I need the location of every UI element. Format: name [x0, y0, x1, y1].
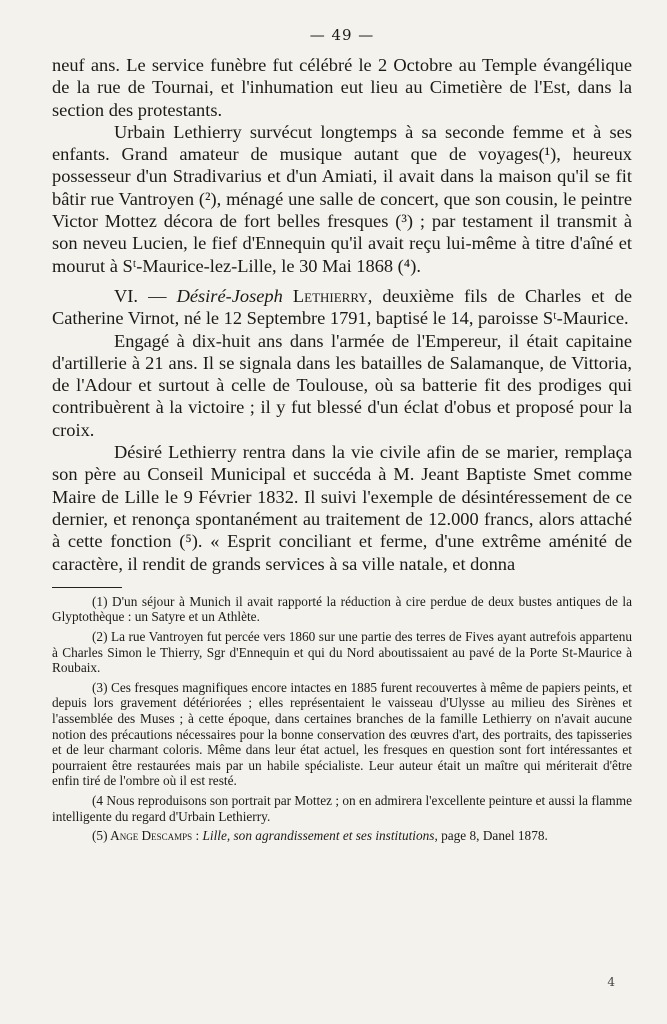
paragraph-section-vi: [52, 285, 632, 330]
footnote-2: (2) La rue Vantroyen fut percée vers 1860 sur une partie des terres de Fives ayant autrefois appartenu à Charles Simon le Thierry, Sgr d'Ennequin et qui du Nord aboutissaient au pavé de la Porte St-Maurice à Roubaix.: [52, 629, 632, 676]
footnote-5-rest: , page 8, Danel 1878.: [434, 828, 548, 844]
page-number: — 49 —: [309, 26, 375, 44]
paragraph-5: Désiré Lethierry rentra dans la vie civile afin de se marier, remplaça son père au Conseil Municipal et succéda à M. Jeant Baptiste Smet comme Maire de Lille le 9 Février 1832. Il suivi l'exemple de désintéressement de ce dernier, et renonça spontanément au traitement de 12.000 francs, alors attaché à cette fonction (⁵). « Esprit conciliant et ferme, d'une extrême aménité de caractère, il rendit de grands services à sa ville natale, et donna: [52, 442, 632, 574]
footnote-3: (3) Ces fresques magnifiques encore intactes en 1885 furent recouvertes à même de papiers peints, et depuis lors gravement détériorées ; elles représentaient le vaisseau d'Ulysse au milieu des Sirènes et l'assemblée des Muses ; à cette époque, dans certaines branches de la famille Lethierry on n'avait aucune notion des précautions nécessaires pour la bonne conservation des œuvres d'art, des portraits, des tapisseries et de leur charmant coloris. Même dans leur état actuel, les fresques en question sont fort intéressantes et pourraient être restaurées mais par un habile spécialiste. Leur auteur était un maître qui mériterait d'être enfin tiré de l'ombre où il est resté.: [52, 679, 632, 789]
footnote-1: (1) D'un séjour à Munich il avait rapporté la réduction à cire perdue de deux bustes antiques de la Glyptothèque : un Satyre et un Athlète.: [52, 593, 632, 625]
paragraph-2: Urbain Lethierry survécut longtemps à sa seconde femme et à ses enfants. Grand amateur de musique autant que de voyages(¹), heureux possesseur d'un Stradivarius et d'un Amiati, il avait dans la maison qu'il se fit bâtir rue Vantroyen (²), ménagé une salle de concert, que son cousin, le peintre Victor Mottez décora de fort belles fresques (³) ; par testament il transmit à son neveu Lucien, le fief d'Ennequin qu'il avait reçu lui-même à titre d'aîné et mourut à Sᵗ-Maurice-lez-Lille, le 30 Mai 1868 (⁴).: [52, 121, 632, 276]
person-surname: Lethierry: [292, 285, 368, 306]
footnote-rule: [52, 587, 122, 588]
paragraph-1: neuf ans. Le service funèbre fut célébré le 2 Octobre au Temple évangélique de la rue de Tournai, et l'inhumation eut lieu au Cimetière de l'Est, dans la section des protestants.: [52, 55, 632, 120]
footnote-5: [52, 828, 632, 844]
person-given-name: Désiré-Joseph: [176, 285, 283, 306]
footnote-5-author: (5) Ange Descamps :: [92, 828, 203, 844]
paragraph-3-text: , deuxième fils de Charles et de Catherine Virnot, né le 12 Septembre 1791, baptisé le 14, paroisse Sᵗ-Maurice.: [52, 285, 632, 329]
corner-mark: 4: [607, 975, 615, 989]
paragraph-4: Engagé à dix-huit ans dans l'armée de l'Empereur, il était capitaine d'artillerie à 21 ans. Il se signala dans les batailles de Salamanque, de Vittoria, de l'Adour et surtout à celle de Toulouse, où sa batterie fit des prodiges qui contribuèrent à la victoire ; il y fut blessé d'un éclat d'obus et proposé pour la croix.: [52, 330, 632, 440]
footnote-4: (4 Nous reproduisons son portrait par Mottez ; on en admirera l'excellente peinture et aussi la flamme intelligente du regard d'Urbain Lethierry.: [52, 792, 633, 824]
section-number: VI. —: [114, 285, 177, 306]
page: [52, 26, 632, 848]
footnote-5-title: Lille, son agrandissement et ses institutions: [202, 828, 435, 844]
